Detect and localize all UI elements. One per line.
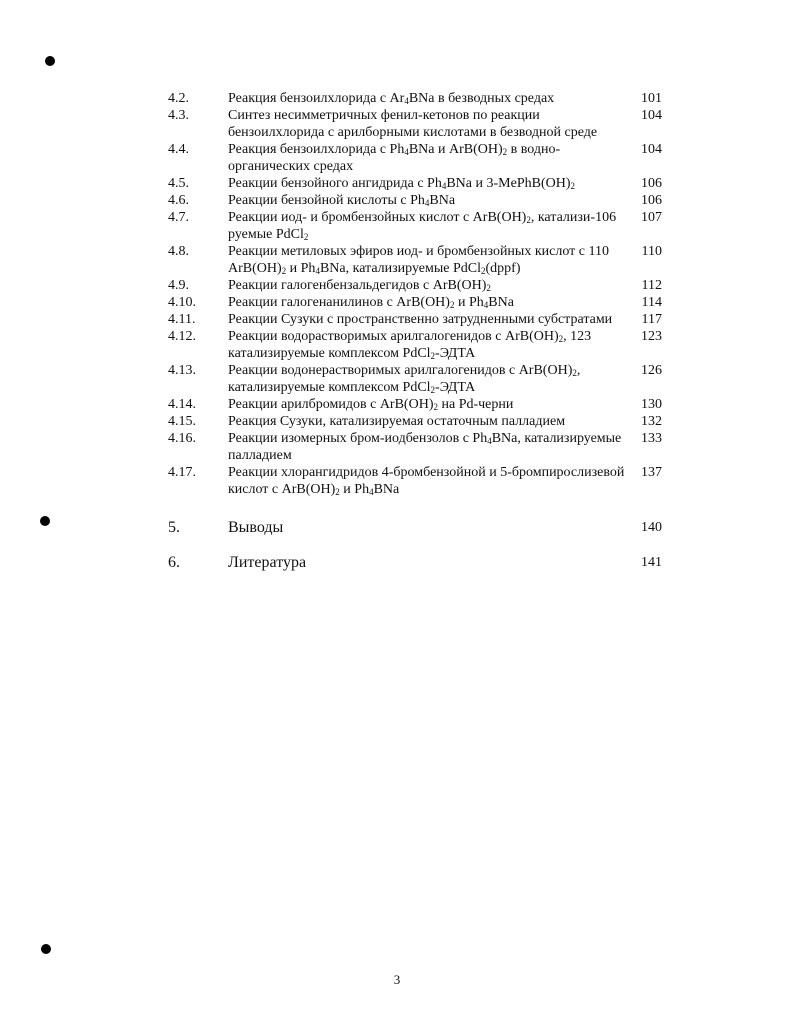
toc-entry-page: 132 <box>641 414 662 429</box>
toc-entry-number: 4.2. <box>168 91 189 106</box>
toc-entry-page: 104 <box>641 142 662 157</box>
toc-entry-page: 112 <box>641 278 662 293</box>
toc-entry-title: Реакции иод- и бромбензойных кислот с $ArB(OH)_2$, катализи-106 руемые PdCl$_2$ <box>228 210 617 242</box>
toc-entry-4-2 <box>168 90 668 107</box>
toc-entry-4-16 <box>168 430 668 464</box>
toc-entry-title: Реакция бензоилхлорида с $Ar_4BNa$ в безводных средах <box>228 91 555 106</box>
toc-entry-page: 123 <box>641 329 662 344</box>
toc-entry-4-4 <box>168 141 668 175</box>
toc-entry-number: 4.9. <box>168 278 189 293</box>
table-of-contents <box>168 90 668 573</box>
toc-entry-number: 4.3. <box>168 108 189 123</box>
toc-entry-page: 106 <box>641 193 662 208</box>
toc-entry-title: Реакции водонерастворимых арилгалогенидов с $ArB(OH)_2$, катализируемые комплексом PdCl$_2$-ЭДТА <box>228 363 581 395</box>
toc-entry-4-5 <box>168 175 668 192</box>
toc-entry-4-9 <box>168 277 668 294</box>
toc-entry-number: 4.17. <box>168 465 196 480</box>
toc-entry-title: Синтез несимметричных фенил-кетонов по реакции бензоилхлорида с арилборными кислотами в безводной среде <box>228 108 598 140</box>
toc-entry-page: 140 <box>641 520 662 535</box>
toc-entry-title: Реакции метиловых эфиров иод- и бромбензойных кислот с 110 $ArB(OH)_2$ и $Ph_4BNa$, катализируемые PdCl$_2$(dppf) <box>228 244 609 276</box>
toc-entry-title: Реакции Сузуки с пространственно затрудненными субстратами <box>228 312 613 327</box>
toc-entry-title: Литература <box>228 554 307 571</box>
toc-entry-title: Реакции бензойной кислоты с $Ph_4BNa$ <box>228 193 456 208</box>
toc-entry-number: 4.4. <box>168 142 189 157</box>
toc-entry-number: 4.15. <box>168 414 196 429</box>
toc-entry-page: 126 <box>641 363 662 378</box>
toc-entry-4-10 <box>168 294 668 311</box>
toc-entry-number: 4.12. <box>168 329 196 344</box>
page-number: 3 <box>393 972 401 987</box>
toc-entry-title: Реакции изомерных бром-иодбензолов с $Ph_4BNa$, катализируемые палладием <box>228 431 622 463</box>
toc-entry-4-8 <box>168 243 668 277</box>
toc-entry-4-6 <box>168 192 668 209</box>
toc-entry-title: Реакции хлорангидридов 4-бромбензойной и 5-бромпирослизевой кислот с $ArB(OH)_2$ и $Ph_4BNa$ <box>228 465 625 497</box>
toc-entry-number: 4.10. <box>168 295 196 310</box>
toc-entry-page: 101 <box>641 91 662 106</box>
toc-entry-number: 4.14. <box>168 397 196 412</box>
toc-entry-page: 110 <box>641 244 662 259</box>
toc-entry-4-7 <box>168 209 668 243</box>
toc-entry-page: 137 <box>641 465 662 480</box>
toc-entry-page: 114 <box>641 295 662 310</box>
toc-entry-4-3 <box>168 107 668 141</box>
toc-entry-title: Реакции водорастворимых арилгалогенидов с $ArB(OH)_2$, 123 катализируемые комплексом PdCl$_2$-ЭДТА <box>228 329 592 361</box>
toc-entry-title: Реакции бензойного ангидрида с $Ph_4BNa$ и $3-MePhB(OH)_2$ <box>228 176 575 191</box>
punch-hole-mark-bottom <box>41 944 51 954</box>
toc-entry-4-14 <box>168 396 668 413</box>
toc-entry-title: Выводы <box>228 519 284 536</box>
toc-entry-4-15 <box>168 413 668 430</box>
punch-hole-mark-top <box>45 56 55 66</box>
toc-entry-page: 106 <box>641 176 662 191</box>
toc-entry-title: Реакции галогенанилинов с $ArB(OH)_2$ и $Ph_4BNa$ <box>228 295 514 310</box>
toc-entry-page: 141 <box>641 555 662 570</box>
toc-entry-number: 4.5. <box>168 176 189 191</box>
toc-entry-number: 4.16. <box>168 431 196 446</box>
toc-entry-page: 104 <box>641 108 662 123</box>
toc-entry-page: 130 <box>641 397 662 412</box>
toc-entry-4-11 <box>168 311 668 328</box>
toc-entry-page: 107 <box>641 210 662 225</box>
toc-entry-number: 4.13. <box>168 363 196 378</box>
toc-entry-number: 4.7. <box>168 210 189 225</box>
toc-entry-4-13 <box>168 362 668 396</box>
toc-entry-title: Реакции галогенбензальдегидов с $ArB(OH)_2$ <box>228 278 491 293</box>
toc-entry-title: Реакции арилбромидов с $ArB(OH)_2$ на Pd-черни <box>228 397 514 412</box>
toc-entry-5 <box>168 518 668 538</box>
toc-entry-number: 6. <box>168 554 180 571</box>
toc-entry-6 <box>168 553 668 573</box>
toc-entry-4-17 <box>168 464 668 498</box>
toc-entry-number: 4.11. <box>168 312 196 327</box>
toc-entry-number: 5. <box>168 519 180 536</box>
toc-entry-number: 4.6. <box>168 193 189 208</box>
punch-hole-mark-middle <box>40 516 50 526</box>
toc-entry-title: Реакция Сузуки, катализируемая остаточным палладием <box>228 414 566 429</box>
toc-entry-title: Реакция бензоилхлорида с $Ph_4BNa$ и $ArB(OH)_2$ в водно-органических средах <box>228 142 561 174</box>
toc-entry-page: 117 <box>641 312 662 327</box>
toc-entry-page: 133 <box>641 431 662 446</box>
toc-entry-number: 4.8. <box>168 244 189 259</box>
toc-entry-4-12 <box>168 328 668 362</box>
